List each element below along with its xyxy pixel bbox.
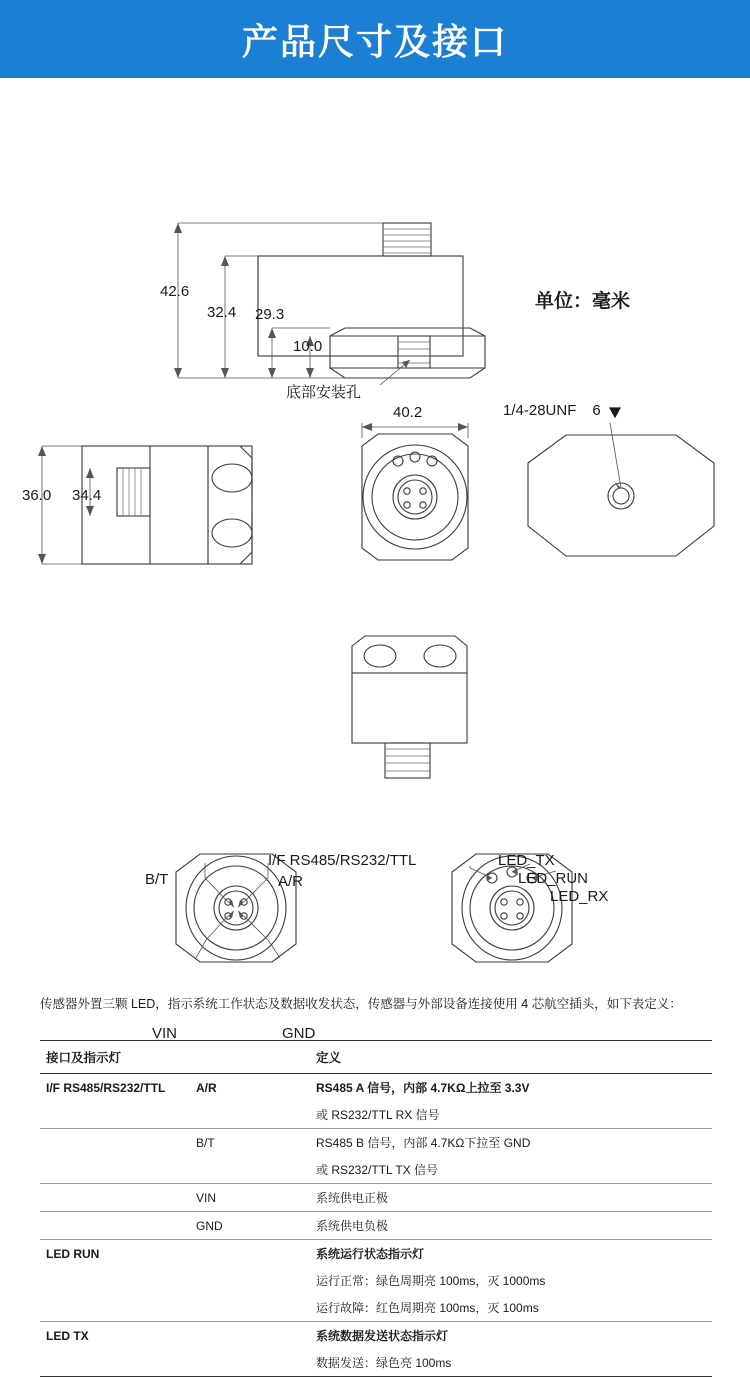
label-ar: A/R: [278, 873, 304, 890]
table-header-row: [40, 1041, 712, 1074]
table-row: [40, 1240, 712, 1268]
col-header-definition: 定义: [310, 1041, 712, 1074]
cell-definition: 或 RS232/TTL TX 信号: [316, 1163, 439, 1177]
table-row: [40, 1129, 712, 1157]
cell-group: LED RUN: [40, 1240, 190, 1268]
label-led-rx: LED_RX: [550, 888, 609, 905]
cell-group: [40, 1156, 190, 1184]
cell-pin: A/R: [190, 1074, 310, 1102]
interface-spec-table: [40, 1040, 712, 1377]
label-interface: I/F RS485/RS232/TTL: [268, 852, 417, 869]
cell-pin: B/T: [190, 1129, 310, 1157]
drawing-svg: [0, 78, 750, 978]
cell-definition: RS485 A 信号，内部 4.7KΩ上拉至 3.3V: [310, 1074, 712, 1102]
thread-depth-text: 6: [592, 402, 601, 419]
dim-36-0: 36.0: [22, 487, 52, 504]
table-row: [40, 1074, 712, 1102]
table-body: [40, 1074, 712, 1377]
cell-definition: 运行故障：红色周期亮 100ms，灭 100ms: [316, 1301, 539, 1315]
table-row: [40, 1349, 712, 1377]
cell-definition: 系统数据发送状态指示灯: [310, 1322, 712, 1350]
table-row: [40, 1184, 712, 1212]
dim-42-6: 42.6: [160, 283, 190, 300]
page-title: 产品尺寸及接口: [241, 20, 508, 62]
cell-pin: [190, 1156, 310, 1184]
table-row: [40, 1267, 712, 1294]
dim-40-2: 40.2: [393, 404, 423, 421]
dim-29-3: 29.3: [255, 306, 285, 323]
cell-group: [40, 1212, 190, 1240]
table-row: [40, 1322, 712, 1350]
table-row: [40, 1101, 712, 1129]
description-note: 传感器外置三颗 LED，指示系统工作状态及数据收发状态，传感器与外部设备连接使用 4 芯航空插头，如下表定义：: [40, 997, 682, 1011]
cell-pin: GND: [190, 1212, 310, 1240]
thread-spec-text: 1/4-28UNF: [503, 402, 577, 419]
label-led-tx: LED_TX: [498, 852, 555, 869]
dim-32-4: 32.4: [207, 304, 237, 321]
bottom-mounting-hole-label: 底部安装孔: [286, 384, 362, 401]
cell-pin: [190, 1240, 310, 1268]
cell-group: [40, 1101, 190, 1129]
cell-definition: 或 RS232/TTL RX 信号: [316, 1108, 440, 1122]
cell-group: LED TX: [40, 1322, 190, 1350]
cell-pin: VIN: [190, 1184, 310, 1212]
table-row: [40, 1156, 712, 1184]
unit-label: 单位：毫米: [535, 291, 631, 312]
cell-definition: 系统运行状态指示灯: [310, 1240, 712, 1268]
cell-group: [40, 1129, 190, 1157]
cell-definition: 系统供电正极: [310, 1184, 712, 1212]
label-gnd: GND: [282, 1025, 316, 1042]
cell-group: [40, 1349, 190, 1377]
label-vin: VIN: [152, 1025, 178, 1042]
cell-group: [40, 1267, 190, 1294]
table-row: [40, 1212, 712, 1240]
cell-definition: RS485 B 信号，内部 4.7KΩ下拉至 GND: [310, 1129, 712, 1157]
table-head: [40, 1041, 712, 1074]
page-header: [0, 0, 750, 78]
cell-definition: 系统供电负极: [310, 1212, 712, 1240]
cell-group: [40, 1184, 190, 1212]
cell-pin: [190, 1267, 310, 1294]
cell-group: [40, 1294, 190, 1322]
cell-group: I/F RS485/RS232/TTL: [40, 1074, 190, 1102]
col-header-interface: 接口及指示灯: [40, 1041, 310, 1074]
label-bt: B/T: [145, 871, 169, 888]
table-row: [40, 1294, 712, 1322]
thread-spec-label: [503, 402, 601, 419]
cell-definition: 运行正常：绿色周期亮 100ms，灭 1000ms: [316, 1274, 546, 1288]
label-led-run: LED_RUN: [518, 870, 589, 887]
dim-10-0: 10.0: [293, 338, 323, 355]
depth-symbol-icon: [610, 408, 620, 417]
cell-definition: 数据发送：绿色亮 100ms: [310, 1349, 712, 1377]
cell-pin: [190, 1101, 310, 1129]
cell-pin: [190, 1349, 310, 1377]
cell-pin: [190, 1294, 310, 1322]
dim-34-4: 34.4: [72, 487, 102, 504]
cell-pin: [190, 1322, 310, 1350]
